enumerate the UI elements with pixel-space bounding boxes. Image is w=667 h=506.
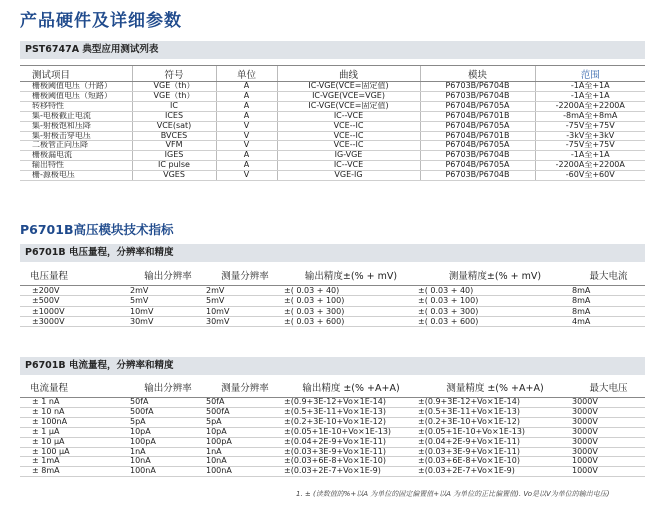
table-cell: 100nA (206, 467, 284, 477)
col-header: 测量精度 ±(% +A+A) (418, 376, 572, 398)
table-cell: ±500V (20, 296, 130, 306)
table-cell: 10mV (206, 306, 284, 316)
section-bar-test-list: PST6747A 典型应用测试列表 (20, 41, 645, 59)
table-cell: IGES (132, 151, 216, 161)
table-cell: 3000V (572, 447, 645, 457)
table-cell: 10mV (130, 306, 206, 316)
col-header: 输出分辨率 (130, 376, 206, 398)
table-cell: ±(0.05+1E-10+Vo×1E-13) (418, 427, 572, 437)
page-title: 产品硬件及详细参数 (20, 11, 182, 31)
table-cell: ±( 0.03 + 40) (284, 286, 418, 296)
table-cell: ±(0.05+1E-10+Vo×1E-13) (284, 427, 418, 437)
table-cell: IC--VCE (277, 161, 420, 171)
table-cell: 转移特性 (20, 101, 132, 111)
table-row (20, 141, 645, 151)
table-cell: 1000V (572, 467, 645, 477)
table-cell: 10pA (206, 427, 284, 437)
table-cell: -8mA至+8mA (535, 111, 645, 121)
table-cell: P6703B/P6704B (420, 91, 535, 101)
table-cell: ±( 0.03 + 40) (418, 286, 572, 296)
table-cell: 二极管正向压降 (20, 141, 132, 151)
current-table (20, 376, 645, 477)
table-cell: 30mV (206, 316, 284, 326)
table-cell: P6704B/P6705A (420, 101, 535, 111)
table-cell: VGE-IG (277, 171, 420, 181)
col-header: 测量精度±(% + mV) (418, 264, 572, 286)
col-header: 电流量程 (20, 376, 130, 398)
col-header: 范围 (535, 66, 645, 82)
table-cell: ±( 0.03 + 600) (418, 316, 572, 326)
table-cell: ±(0.9+3E-12+Vo×1E-14) (418, 398, 572, 408)
table-cell: ± 10 nA (20, 407, 130, 417)
table-cell: 1nA (206, 447, 284, 457)
table-cell: -75V至+75V (535, 141, 645, 151)
table-header-row (20, 66, 645, 82)
table-cell: ±( 0.03 + 300) (418, 306, 572, 316)
col-header: 测试项目 (20, 66, 132, 82)
table-cell: 8mA (572, 296, 645, 306)
table-cell: IC-VGE(VCE=VGE) (277, 91, 420, 101)
table-cell: ±(0.5+3E-11+Vo×1E-13) (284, 407, 418, 417)
table-cell: 集-射极饱和压降 (20, 121, 132, 131)
table-cell: 3000V (572, 427, 645, 437)
table-row (20, 91, 645, 101)
table-cell: ±( 0.03 + 300) (284, 306, 418, 316)
table-cell: 2mV (206, 286, 284, 296)
section-bar-current: P6701B 电流量程，分辨率和精度 (20, 357, 645, 375)
table-cell: IC (132, 101, 216, 111)
table-row (20, 296, 645, 306)
table-cell: V (216, 121, 277, 131)
table-row (20, 398, 645, 408)
table-cell: 4mA (572, 316, 645, 326)
table-cell: -1A至+1A (535, 151, 645, 161)
table-cell: P6704B/P6701B (420, 131, 535, 141)
table-cell: VCE(sat) (132, 121, 216, 131)
table-cell: ICES (132, 111, 216, 121)
table-cell: ± 1mA (20, 457, 130, 467)
table-cell: 栅极漏电流 (20, 151, 132, 161)
table-cell: 5mV (206, 296, 284, 306)
table-row (20, 111, 645, 121)
table-cell: ±(0.03+6E-8+Vo×1E-10) (284, 457, 418, 467)
table-cell: VFM (132, 141, 216, 151)
col-header: 电压量程 (20, 264, 130, 286)
table-cell: ± 1 μA (20, 427, 130, 437)
table-cell: -60V至+60V (535, 171, 645, 181)
table-row (20, 151, 645, 161)
table-cell: ±200V (20, 286, 130, 296)
col-header: 曲线 (277, 66, 420, 82)
table-cell: 10pA (130, 427, 206, 437)
table-row (20, 286, 645, 296)
table-cell: VCE--IC (277, 141, 420, 151)
table-cell: -1A至+1A (535, 82, 645, 92)
table-row (20, 82, 645, 92)
table-cell: 10nA (130, 457, 206, 467)
table-cell: 100pA (130, 437, 206, 447)
table-cell: 100pA (206, 437, 284, 447)
table-row (20, 306, 645, 316)
table-cell: 50fA (206, 398, 284, 408)
table-cell: ±( 0.03 + 600) (284, 316, 418, 326)
table-cell: ± 100nA (20, 417, 130, 427)
table-cell: 栅-源极电压 (20, 171, 132, 181)
table-cell: ±1000V (20, 306, 130, 316)
col-header: 最大电压 (572, 376, 645, 398)
col-header: 符号 (132, 66, 216, 82)
table-cell: IC-VGE(VCE=固定值) (277, 101, 420, 111)
table-cell: ± 8mA (20, 467, 130, 477)
table-cell: ±( 0.03 + 100) (418, 296, 572, 306)
table-cell: IC--VCE (277, 111, 420, 121)
table-cell: ±(0.5+3E-11+Vo×1E-13) (418, 407, 572, 417)
table-cell: ±(0.03+3E-9+Vo×1E-11) (284, 447, 418, 457)
table-cell: P6704B/P6705A (420, 141, 535, 151)
col-header: 模块 (420, 66, 535, 82)
table-cell: -1A至+1A (535, 91, 645, 101)
col-header: 输出精度 ±(% +A+A) (284, 376, 418, 398)
table-cell: ±(0.03+6E-8+Vo×1E-10) (418, 457, 572, 467)
table-cell: 5pA (206, 417, 284, 427)
table-row (20, 121, 645, 131)
table-row (20, 427, 645, 437)
voltage-table (20, 264, 645, 327)
table-cell: 5pA (130, 417, 206, 427)
table-cell: ±(0.03+2E-7+Vo×1E-9) (418, 467, 572, 477)
table-cell: 3000V (572, 407, 645, 417)
table-cell: 8mA (572, 306, 645, 316)
table-row (20, 417, 645, 427)
table-cell: ±(0.04+2E-9+Vo×1E-11) (418, 437, 572, 447)
section-title: P6701B高压模块技术指标 (20, 222, 174, 237)
table-cell: BVCES (132, 131, 216, 141)
table-row (20, 131, 645, 141)
table-cell: ±(0.2+3E-10+Vo×1E-12) (418, 417, 572, 427)
table-row (20, 437, 645, 447)
table-cell: -2200A至+2200A (535, 101, 645, 111)
table-cell: ±(0.2+3E-10+Vo×1E-12) (284, 417, 418, 427)
table-row (20, 447, 645, 457)
table-row (20, 161, 645, 171)
table-cell: 1nA (130, 447, 206, 457)
table-cell: 30mV (130, 316, 206, 326)
table-cell: A (216, 91, 277, 101)
table-row (20, 457, 645, 467)
table-cell: 1000V (572, 457, 645, 467)
table-cell: A (216, 101, 277, 111)
table-cell: 输出特性 (20, 161, 132, 171)
table-cell: VCE--IC (277, 121, 420, 131)
table-row (20, 101, 645, 111)
table-header-row (20, 376, 645, 398)
table-cell: -3kV至+3kV (535, 131, 645, 141)
table-cell: P6703B/P6704B (420, 171, 535, 181)
table-cell: V (216, 131, 277, 141)
table-cell: 集-电极截止电流 (20, 111, 132, 121)
test-list-table (20, 65, 645, 181)
table-cell: ±(0.03+2E-7+Vo×1E-9) (284, 467, 418, 477)
table-cell: ± 1 nA (20, 398, 130, 408)
table-cell: P6704B/P6705A (420, 121, 535, 131)
table-cell: ±(0.03+3E-9+Vo×1E-11) (418, 447, 572, 457)
col-header: 输出精度±(% + mV) (284, 264, 418, 286)
table-cell: 3000V (572, 398, 645, 408)
col-header: 测量分辨率 (206, 376, 284, 398)
table-cell: 3000V (572, 417, 645, 427)
table-cell: 3000V (572, 437, 645, 447)
table-cell: IC-VGE(VCE=固定值) (277, 82, 420, 92)
table-cell: ±3000V (20, 316, 130, 326)
table-cell: VCE--IC (277, 131, 420, 141)
table-cell: P6704B/P6701B (420, 111, 535, 121)
table-row (20, 467, 645, 477)
col-header: 输出分辨率 (130, 264, 206, 286)
table-cell: V (216, 141, 277, 151)
table-cell: 10nA (206, 457, 284, 467)
table-row (20, 407, 645, 417)
table-cell: A (216, 82, 277, 92)
table-cell: -75V至+75V (535, 121, 645, 131)
table-cell: IG-VGE (277, 151, 420, 161)
col-header: 单位 (216, 66, 277, 82)
table-cell: IC pulse (132, 161, 216, 171)
table-cell: 2mV (130, 286, 206, 296)
col-header: 最大电流 (572, 264, 645, 286)
table-cell: 50fA (130, 398, 206, 408)
table-cell: 8mA (572, 286, 645, 296)
table-cell: -2200A至+2200A (535, 161, 645, 171)
table-cell: ± 10 μA (20, 437, 130, 447)
table-cell: P6704B/P6705A (420, 161, 535, 171)
table-cell: 500fA (206, 407, 284, 417)
table-cell: VGE（th） (132, 91, 216, 101)
table-cell: 集-射极击穿电压 (20, 131, 132, 141)
table-cell: ±(0.9+3E-12+Vo×1E-14) (284, 398, 418, 408)
table-row (20, 171, 645, 181)
table-cell: VGES (132, 171, 216, 181)
table-cell: ± 100 μA (20, 447, 130, 457)
table-cell: 5mV (130, 296, 206, 306)
table-cell: ±(0.04+2E-9+Vo×1E-11) (284, 437, 418, 447)
footnote: 1. ± (读数值的%+以A 为单位的固定偏置值+以A 为单位的正比偏置值). Vo是以V为单位的输出电压) (296, 490, 610, 498)
table-cell: A (216, 151, 277, 161)
table-cell: 栅极阈值电压（开路） (20, 82, 132, 92)
table-cell: 栅极阈值电压（短路） (20, 91, 132, 101)
table-cell: 500fA (130, 407, 206, 417)
table-row (20, 316, 645, 326)
table-cell: A (216, 111, 277, 121)
table-cell: P6703B/P6704B (420, 151, 535, 161)
table-cell: V (216, 171, 277, 181)
table-cell: A (216, 161, 277, 171)
table-cell: VGE（th） (132, 82, 216, 92)
table-cell: P6703B/P6704B (420, 82, 535, 92)
table-cell: 100nA (130, 467, 206, 477)
table-cell: ±( 0.03 + 100) (284, 296, 418, 306)
table-header-row (20, 264, 645, 286)
section-bar-voltage: P6701B 电压量程，分辨率和精度 (20, 244, 645, 262)
col-header: 测量分辨率 (206, 264, 284, 286)
